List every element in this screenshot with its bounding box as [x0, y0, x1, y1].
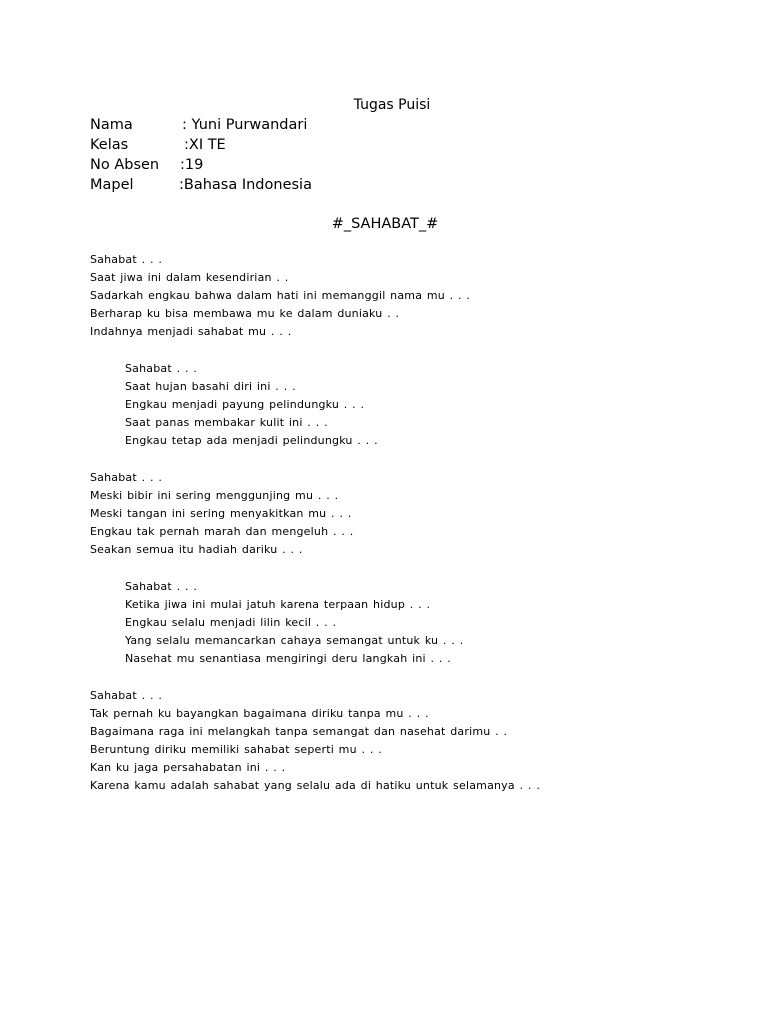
- poem-line: Seakan semua itu hadiah dariku . . .: [90, 543, 303, 556]
- poem-stanza: [90, 469, 540, 559]
- info-label: No Absen: [90, 157, 160, 173]
- poem-line: Meski tangan ini sering menyakitkan mu . . .: [90, 507, 352, 520]
- poem-line: Sahabat . . .: [125, 580, 198, 593]
- poem-line: Sahabat . . .: [90, 253, 163, 266]
- poem-line: Saat panas membakar kulit ini . . .: [125, 416, 328, 429]
- poem-stanza: [90, 251, 540, 341]
- poem-stanza: [90, 360, 540, 450]
- poem-line: Sahabat . . .: [90, 471, 163, 484]
- poem-line: Sahabat . . .: [125, 362, 198, 375]
- poem-line: Nasehat mu senantiasa mengiringi deru langkah ini . . .: [125, 652, 451, 665]
- info-label: Mapel: [90, 177, 134, 193]
- poem-line: Engkau tetap ada menjadi pelindungku . . .: [125, 434, 378, 447]
- poem-line: Yang selalu memancarkan cahaya semangat untuk ku . . .: [125, 634, 464, 647]
- poem-line: Berharap ku bisa membawa mu ke dalam duniaku . .: [90, 307, 400, 320]
- poem-stanza: [90, 578, 540, 668]
- poem-line: Sahabat . . .: [90, 689, 163, 702]
- info-value: :XI TE: [184, 137, 226, 153]
- info-value: :Bahasa Indonesia: [179, 177, 312, 193]
- poem-line: Engkau selalu menjadi lilin kecil . . .: [125, 616, 337, 629]
- poem-body: [90, 251, 540, 795]
- stanza-gap: [90, 559, 540, 578]
- poem-line: Meski bibir ini sering menggunjing mu . . .: [90, 489, 339, 502]
- poem-stanza: [90, 687, 540, 795]
- stanza-gap: [90, 341, 540, 360]
- info-label: Kelas: [90, 137, 129, 153]
- poem-line: Saat jiwa ini dalam kesendirian . .: [90, 271, 289, 284]
- poem-line: Bagaimana raga ini melangkah tanpa semangat dan nasehat darimu . .: [90, 725, 508, 738]
- poem-line: Saat hujan basahi diri ini . . .: [125, 380, 296, 393]
- poem-title: #_SAHABAT_#: [331, 216, 439, 232]
- poem-line: Sadarkah engkau bahwa dalam hati ini memanggil nama mu . . .: [90, 289, 471, 302]
- info-value: : Yuni Purwandari: [182, 117, 308, 133]
- poem-line: Ketika jiwa ini mulai jatuh karena terpaan hidup . . .: [125, 598, 431, 611]
- info-label: Nama: [90, 117, 133, 133]
- poem-line: Tak pernah ku bayangkan bagaimana diriku tanpa mu . . .: [90, 707, 429, 720]
- poem-line: Kan ku jaga persahabatan ini . . .: [90, 761, 286, 774]
- document-title: Tugas Puisi: [353, 97, 431, 113]
- stanza-gap: [90, 668, 540, 687]
- poem-line: Engkau menjadi payung pelindungku . . .: [125, 398, 365, 411]
- poem-line: Indahnya menjadi sahabat mu . . .: [90, 325, 292, 338]
- info-value: :19: [180, 157, 204, 173]
- poem-line: Karena kamu adalah sahabat yang selalu ada di hatiku untuk selamanya . . .: [90, 779, 541, 792]
- stanza-gap: [90, 450, 540, 469]
- poem-line: Engkau tak pernah marah dan mengeluh . . .: [90, 525, 354, 538]
- poem-line: Beruntung diriku memiliki sahabat seperti mu . . .: [90, 743, 382, 756]
